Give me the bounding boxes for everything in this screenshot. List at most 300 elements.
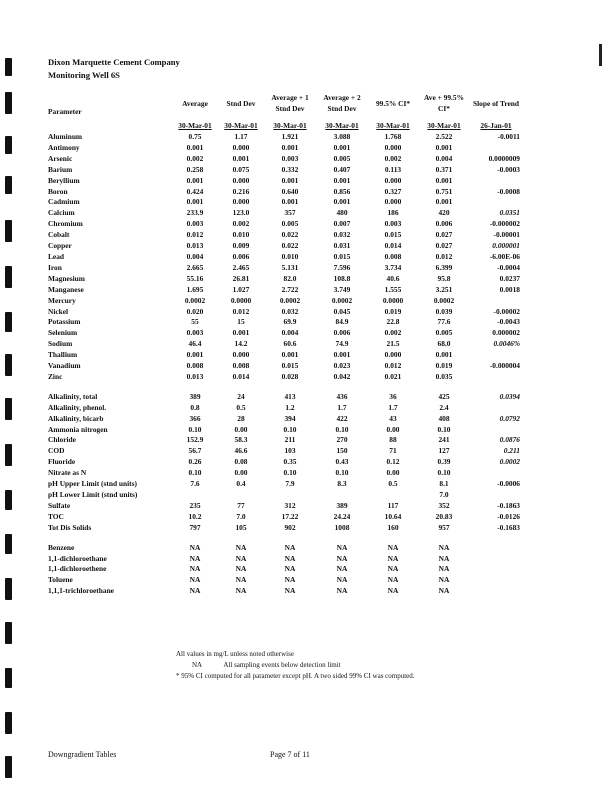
table-row — [46, 446, 522, 457]
well-name: Monitoring Well 6S — [48, 70, 120, 80]
value-cell: 0.001 — [232, 153, 250, 163]
parameter-name: Sulfate — [48, 500, 71, 510]
value-cell: NA — [336, 553, 348, 563]
value-cell: 0.005 — [281, 219, 299, 229]
value-cell: 36 — [389, 391, 397, 401]
table-row — [46, 523, 522, 534]
parameter-name: Manganese — [48, 284, 84, 294]
value-cell: 0.327 — [384, 186, 402, 196]
column-header: Ave + 99.5% CI* — [424, 93, 464, 113]
slope-cell: -0.1863 — [497, 500, 520, 510]
value-cell: 0.000 — [384, 197, 402, 207]
slope-cell — [470, 575, 522, 586]
value-cell: 0.001 — [333, 175, 351, 185]
value-cell: 0.014 — [232, 371, 250, 381]
value-cell: 0.332 — [281, 164, 299, 174]
value-cell: 108.8 — [333, 273, 351, 283]
value-cell: NA — [189, 542, 201, 552]
value-cell: 2.722 — [281, 284, 299, 294]
table-row — [46, 543, 522, 554]
value-cell: 103 — [284, 446, 296, 456]
parameter-name: COD — [48, 446, 65, 456]
value-cell: 14.2 — [234, 339, 248, 349]
value-cell: 0.000 — [232, 142, 250, 152]
table-row — [46, 479, 522, 490]
binder-hole-3 — [5, 136, 12, 154]
value-cell — [368, 490, 418, 501]
value-cell: 0.001 — [281, 142, 299, 152]
table-row — [46, 425, 522, 436]
value-cell: NA — [336, 586, 348, 596]
value-cell: 0.009 — [232, 241, 250, 251]
value-cell: 0.027 — [435, 230, 453, 240]
value-cell: 957 — [438, 522, 450, 532]
group-spacer — [46, 534, 522, 543]
value-cell: NA — [189, 564, 201, 574]
value-cell: 0.003 — [384, 219, 402, 229]
value-cell: NA — [235, 586, 247, 596]
value-cell: 0.10 — [437, 424, 451, 434]
binder-hole-17 — [5, 756, 12, 778]
value-cell: 0.000 — [384, 350, 402, 360]
value-cell: 0.004 — [281, 328, 299, 338]
value-cell: 0.013 — [186, 241, 204, 251]
value-cell: 0.004 — [435, 153, 453, 163]
table-row — [46, 285, 522, 296]
footer-section-title: Downgradient Tables — [48, 750, 117, 759]
value-cell: 0.006 — [333, 328, 351, 338]
value-cell: NA — [336, 575, 348, 585]
value-cell: NA — [189, 553, 201, 563]
value-cell: 0.019 — [435, 361, 453, 371]
value-cell: 0.015 — [281, 361, 299, 371]
table-row — [46, 274, 522, 285]
slope-cell: 0.0237 — [499, 273, 520, 283]
value-cell: 0.022 — [281, 230, 299, 240]
slope-cell — [470, 586, 522, 597]
value-cell: 0.003 — [186, 328, 204, 338]
value-cell: 71 — [389, 446, 397, 456]
value-cell: 0.008 — [384, 251, 402, 261]
value-cell: 0.075 — [232, 164, 250, 174]
slope-cell — [470, 403, 522, 414]
slope-cell — [470, 490, 522, 501]
value-cell: 123.0 — [232, 208, 250, 218]
value-cell: 1.7 — [388, 402, 398, 412]
value-cell: 77.6 — [437, 317, 451, 327]
value-cell — [316, 490, 368, 501]
value-cell: 0.010 — [281, 251, 299, 261]
value-cell: NA — [235, 553, 247, 563]
slope-cell — [470, 350, 522, 361]
binder-hole-9 — [5, 398, 12, 420]
table-row — [46, 176, 522, 187]
parameter-name: Alkalinity, phenol. — [48, 402, 107, 412]
value-cell: 186 — [387, 208, 399, 218]
value-cell: 0.00 — [386, 424, 400, 434]
value-cell: 0.75 — [188, 132, 202, 141]
value-cell: 0.8 — [190, 402, 200, 412]
parameter-name: Cobalt — [48, 230, 70, 240]
value-cell: 0.008 — [186, 361, 204, 371]
value-cell: 1.7 — [337, 402, 347, 412]
value-cell: 0.000 — [384, 175, 402, 185]
value-cell: 8.1 — [439, 479, 449, 489]
value-cell: 7.9 — [285, 479, 295, 489]
slope-cell: -0.0043 — [497, 317, 520, 327]
value-cell: 0.0000 — [382, 295, 404, 305]
slope-cell: 0.0002 — [499, 457, 520, 467]
value-cell: 20.83 — [435, 511, 453, 521]
value-cell: 0.10 — [188, 424, 202, 434]
value-cell: 241 — [438, 435, 450, 445]
parameter-name: Arsenic — [48, 153, 73, 163]
value-cell: 40.6 — [386, 273, 400, 283]
value-cell: 0.002 — [232, 219, 250, 229]
value-cell: 58.3 — [234, 435, 248, 445]
table-row — [46, 219, 522, 230]
value-cell: 84.9 — [335, 317, 349, 327]
slope-cell: -6.00E-06 — [489, 251, 520, 261]
page-edge-mark — [599, 44, 602, 66]
table-row — [46, 154, 522, 165]
value-cell: 150 — [336, 446, 348, 456]
column-header: Average + 2 Stnd Dev — [323, 93, 361, 113]
value-cell: 0.00 — [234, 468, 248, 478]
value-cell: 24 — [237, 391, 245, 401]
slope-cell: 0.0018 — [499, 284, 520, 294]
parameter-name: Aluminum — [48, 132, 83, 141]
value-cell: 0.001 — [333, 142, 351, 152]
binder-hole-12 — [5, 534, 12, 554]
value-cell: 55.16 — [186, 273, 204, 283]
column-header: Average — [182, 98, 208, 108]
table-row — [46, 372, 522, 383]
value-cell: 0.028 — [281, 371, 299, 381]
value-cell: 0.020 — [186, 306, 204, 316]
value-cell: 22.8 — [386, 317, 400, 327]
value-cell: 1008 — [334, 522, 350, 532]
value-cell: 1.555 — [384, 284, 402, 294]
value-cell: 389 — [336, 500, 348, 510]
column-header: Parameter — [48, 107, 82, 117]
table-row — [46, 468, 522, 479]
value-cell: 7.596 — [333, 262, 351, 272]
value-cell: 88 — [389, 435, 397, 445]
value-cell: NA — [189, 575, 201, 585]
slope-cell: 0.000002 — [492, 328, 520, 338]
parameter-name: Lead — [48, 251, 65, 261]
table-row — [46, 457, 522, 468]
slope-cell — [470, 372, 522, 383]
value-cell: 0.015 — [384, 230, 402, 240]
value-cell: 235 — [189, 500, 201, 510]
value-cell: 0.002 — [186, 153, 204, 163]
value-cell: 0.0002 — [279, 295, 301, 305]
table-row — [46, 501, 522, 512]
value-cell: 0.4 — [236, 479, 246, 489]
value-cell: 0.113 — [384, 164, 402, 174]
value-cell: 0.001 — [281, 350, 299, 360]
value-cell: 5.131 — [281, 262, 299, 272]
parameter-name: Tot Dis Solids — [48, 522, 92, 532]
parameter-name: Boron — [48, 186, 68, 196]
value-cell: 7.0 — [439, 490, 449, 499]
value-cell: 0.001 — [186, 350, 204, 360]
parameter-name: Alkalinity, total — [48, 391, 98, 401]
value-cell: NA — [387, 575, 399, 585]
value-cell: 0.010 — [232, 230, 250, 240]
parameter-name: 1,1,1-trichloroethane — [48, 586, 114, 596]
binder-hole-15 — [5, 668, 12, 688]
date-cell: 30-Mar-01 — [325, 120, 359, 130]
value-cell: 0.35 — [283, 457, 297, 467]
table-row — [46, 512, 522, 523]
value-cell: 1.2 — [285, 402, 295, 412]
value-cell: 0.001 — [281, 175, 299, 185]
value-cell: 0.039 — [435, 306, 453, 316]
table-row — [46, 361, 522, 372]
value-cell: 797 — [189, 522, 201, 532]
value-cell: NA — [438, 575, 450, 585]
binder-hole-2 — [5, 92, 12, 114]
parameter-name: Nickel — [48, 306, 69, 316]
value-cell: 366 — [189, 413, 201, 423]
parameter-name: Benzene — [48, 542, 75, 552]
value-cell: 0.004 — [186, 251, 204, 261]
parameter-name: Potassium — [48, 317, 81, 327]
value-cell: 55 — [191, 317, 199, 327]
value-cell: 8.3 — [337, 479, 347, 489]
table-row — [46, 307, 522, 318]
value-cell: 17.22 — [281, 511, 299, 521]
slope-cell: 0.0046% — [493, 339, 520, 349]
slope-cell: 0.000001 — [492, 241, 520, 251]
parameter-name: pH Upper Limit (stnd units) — [48, 479, 137, 489]
value-cell: 0.08 — [234, 457, 248, 467]
parameter-name: Cadmium — [48, 197, 80, 207]
value-cell: 46.6 — [234, 446, 248, 456]
value-cell: 0.001 — [281, 197, 299, 207]
binder-hole-10 — [5, 444, 12, 466]
value-cell — [172, 490, 218, 501]
parameter-name: Nitrate as N — [48, 468, 87, 478]
value-cell: 0.001 — [186, 197, 204, 207]
value-cell: 0.10 — [335, 468, 349, 478]
value-cell: 0.39 — [437, 457, 451, 467]
slope-cell: 0.0000009 — [488, 153, 520, 163]
value-cell: 68.0 — [437, 339, 451, 349]
value-cell — [218, 490, 264, 501]
value-cell: 0.5 — [388, 479, 398, 489]
value-cell: 357 — [284, 208, 296, 218]
value-cell: 74.9 — [335, 339, 349, 349]
value-cell: 0.000 — [232, 197, 250, 207]
value-cell: 105 — [235, 522, 247, 532]
value-cell: 117 — [387, 500, 399, 510]
value-cell: 420 — [438, 208, 450, 218]
value-cell: 0.10 — [335, 424, 349, 434]
value-cell: 28 — [237, 413, 245, 423]
slope-cell: -0.0011 — [497, 132, 520, 141]
value-cell: NA — [284, 553, 296, 563]
document-header — [48, 56, 180, 82]
table-row — [46, 208, 522, 219]
statistics-table — [46, 88, 522, 597]
value-cell: 0.001 — [232, 328, 250, 338]
value-cell: 413 — [284, 391, 296, 401]
value-cell: 0.003 — [281, 153, 299, 163]
parameter-name: Magnesium — [48, 273, 85, 283]
value-cell: 0.019 — [384, 306, 402, 316]
slope-cell: -0.00002 — [493, 306, 520, 316]
value-cell: 902 — [284, 522, 296, 532]
slope-cell: -0.000004 — [489, 361, 520, 371]
value-cell: 0.000 — [384, 142, 402, 152]
value-cell: 3.251 — [435, 284, 453, 294]
value-cell: 394 — [284, 413, 296, 423]
table-row — [46, 165, 522, 176]
value-cell: 422 — [336, 413, 348, 423]
binder-hole-5 — [5, 220, 12, 242]
table-row — [46, 241, 522, 252]
value-cell: 152.9 — [186, 435, 204, 445]
table-row — [46, 392, 522, 403]
value-cell: 0.000 — [232, 175, 250, 185]
value-cell: 160 — [387, 522, 399, 532]
table-row — [46, 197, 522, 208]
value-cell: 1.17 — [234, 132, 248, 141]
value-cell: 0.005 — [333, 153, 351, 163]
table-row — [46, 328, 522, 339]
value-cell: NA — [387, 542, 399, 552]
value-cell: 0.012 — [232, 306, 250, 316]
value-cell: 0.424 — [186, 186, 204, 196]
value-cell: 0.26 — [188, 457, 202, 467]
value-cell: 56.7 — [188, 446, 202, 456]
company-name: Dixon Marquette Cement Company — [48, 57, 180, 67]
value-cell: 0.258 — [186, 164, 204, 174]
value-cell: 0.027 — [435, 241, 453, 251]
slope-cell: 0.0792 — [499, 413, 520, 423]
slope-cell — [470, 468, 522, 479]
value-cell: 0.001 — [333, 350, 351, 360]
value-cell: 0.001 — [435, 197, 453, 207]
value-cell: 0.0000 — [230, 295, 252, 305]
value-cell: 24.24 — [333, 511, 351, 521]
value-cell: NA — [387, 564, 399, 574]
value-cell: NA — [336, 564, 348, 574]
date-row — [46, 118, 522, 132]
value-cell: 0.407 — [333, 164, 351, 174]
value-cell: 0.5 — [236, 402, 246, 412]
parameter-name: 1,1-dichloroethane — [48, 553, 107, 563]
value-cell: 0.001 — [333, 197, 351, 207]
table-row — [46, 263, 522, 274]
value-cell: 0.001 — [435, 350, 453, 360]
value-cell: 0.006 — [435, 219, 453, 229]
value-cell: 10.2 — [188, 511, 202, 521]
value-cell: 3.088 — [333, 132, 351, 141]
value-cell — [264, 490, 316, 501]
slope-cell: 0.0876 — [499, 435, 520, 445]
value-cell: 211 — [284, 435, 296, 445]
value-cell: 1.768 — [384, 132, 402, 141]
parameter-name: Beryllium — [48, 175, 80, 185]
value-cell: 1.695 — [186, 284, 204, 294]
value-cell: 15 — [237, 317, 245, 327]
value-cell: 1.027 — [232, 284, 250, 294]
date-cell: 30-Mar-01 — [178, 120, 212, 130]
value-cell: 436 — [336, 391, 348, 401]
value-cell: 0.371 — [435, 164, 453, 174]
parameter-name: Fluoride — [48, 457, 76, 467]
value-cell: NA — [235, 542, 247, 552]
table-row — [46, 143, 522, 154]
value-cell: 3.749 — [333, 284, 351, 294]
value-cell: 0.001 — [186, 175, 204, 185]
value-cell: 1.921 — [281, 132, 299, 141]
value-cell: 0.023 — [333, 361, 351, 371]
date-cell: 30-Mar-01 — [224, 120, 258, 130]
page-number: Page 7 of 11 — [270, 750, 310, 759]
binder-hole-6 — [5, 266, 12, 288]
value-cell: 2.4 — [439, 402, 449, 412]
value-cell: 0.12 — [386, 457, 400, 467]
group-spacer — [46, 383, 522, 392]
value-cell: 60.6 — [283, 339, 297, 349]
parameter-name: Calcium — [48, 208, 75, 218]
value-cell: NA — [189, 586, 201, 596]
value-cell: 0.10 — [283, 424, 297, 434]
slope-cell — [470, 296, 522, 307]
value-cell: NA — [284, 586, 296, 596]
value-cell: 0.002 — [384, 328, 402, 338]
value-cell: 0.032 — [333, 230, 351, 240]
value-cell: 0.021 — [384, 371, 402, 381]
value-cell: 0.022 — [281, 241, 299, 251]
value-cell: 2.665 — [186, 262, 204, 272]
value-cell: 270 — [336, 435, 348, 445]
slope-cell: -0.000002 — [489, 219, 520, 229]
binder-hole-1 — [5, 58, 12, 76]
table-row — [46, 317, 522, 328]
table-row — [46, 403, 522, 414]
units-note: All values in mg/L unless noted otherwise — [176, 650, 294, 658]
parameter-name: Selenium — [48, 328, 78, 338]
slope-cell: -0.00001 — [493, 230, 520, 240]
slope-cell — [470, 143, 522, 154]
table-row — [46, 339, 522, 350]
slope-cell — [470, 176, 522, 187]
table-row — [46, 490, 522, 501]
value-cell: 77 — [237, 500, 245, 510]
column-header: Slope of Trend — [473, 98, 519, 108]
binder-hole-8 — [5, 354, 12, 376]
slope-cell: -0.0003 — [497, 164, 520, 174]
value-cell: 480 — [336, 208, 348, 218]
value-cell: NA — [438, 586, 450, 596]
value-cell: 0.0002 — [184, 295, 206, 305]
value-cell: 43 — [389, 413, 397, 423]
value-cell: NA — [387, 586, 399, 596]
table-row — [46, 554, 522, 565]
value-cell: 0.216 — [232, 186, 250, 196]
value-cell: 0.003 — [186, 219, 204, 229]
slope-cell: 0.0351 — [499, 208, 520, 218]
value-cell: 0.005 — [435, 328, 453, 338]
binder-hole-11 — [5, 490, 12, 510]
